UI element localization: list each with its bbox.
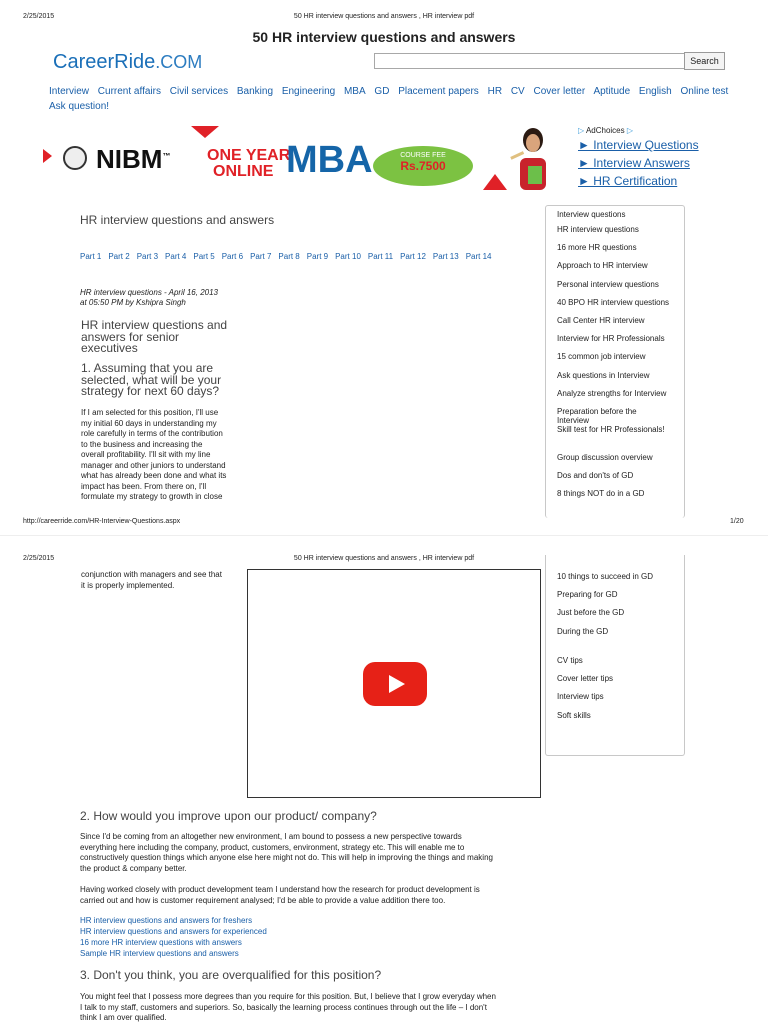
nav-link[interactable]: MBA [343,86,366,97]
page-title: 50 HR interview questions and answers [252,29,516,45]
nav-link[interactable]: Current affairs [97,86,161,97]
text-line: If I am selected for this position, I'll use [81,408,219,417]
search-button[interactable]: Search [684,52,725,70]
text-line: my initial 60 days in understanding my [81,418,217,428]
sidebar-item[interactable]: 15 common job interview [557,352,646,362]
question-line: strategy for next 60 days? [81,384,220,398]
text-line: manager and other juniors to understand [81,460,226,470]
text-line: conjunction with managers and see that [81,570,222,579]
print-date: 2/25/2015 [23,13,55,20]
question-2: 2. How would you improve upon our product/ company? [80,809,377,823]
text-line: role carefully in terms of the contribution [81,429,223,438]
text-line: overall profitability. I'll sit with my line [81,450,211,459]
subheading-line: HR interview questions and [81,318,228,332]
answer-2-paragraph-1 [80,832,493,874]
sidebar-item[interactable]: Approach to HR interview [557,261,648,271]
text-line: Since I'd be coming from an altogether new environment, I am bound to possess a new perspective towards [80,832,462,841]
sidebar-title: Interview questions [557,210,626,219]
sidebar-item[interactable]: Cover letter tips [557,674,614,684]
footer-page-number: 1/20 [730,518,744,525]
sidebar-item[interactable]: 8 things NOT do in a GD [557,489,645,499]
part-link[interactable]: Part 4 [165,252,187,261]
nav-link[interactable]: Ask question! [49,101,110,112]
part-link[interactable]: Part 9 [306,252,329,261]
ad-link-interview-answers[interactable]: ► Interview Answers [578,156,690,170]
sidebar-gd-list [557,453,653,508]
sidebar-item[interactable]: Preparing for GD [557,590,618,600]
part-link[interactable]: Part 8 [278,252,300,261]
nav-link[interactable]: Engineering [281,86,336,97]
part-link[interactable]: Part 11 [367,252,394,261]
sidebar-box-continued [545,555,685,756]
ad-program: MBA [286,139,373,181]
text-line: to the business and increasing the [81,439,203,449]
sidebar-item[interactable]: Interview tips [557,692,604,702]
text-line: impact has been. From there on, I'll [81,481,207,491]
subheading-line: executives [81,341,138,355]
article-meta: HR interview questions - April 16, 2013 at 05:50 PM by Kshipra Singh [80,288,218,307]
sidebar-list [557,225,669,407]
adchoices-icon: ▷ [578,126,585,135]
page-break [0,535,768,536]
article-subheading [81,320,227,355]
youtube-play-button[interactable] [363,662,427,706]
play-icon [389,675,405,693]
sidebar-box [545,205,685,518]
sidebar-item[interactable]: 16 more HR questions [557,243,637,253]
sidebar-item[interactable]: Soft skills [557,710,591,720]
ad-one-year: ONE YEAR ONLINE [207,147,291,180]
logo-main: CareerRide [53,51,156,73]
ad-top-triangle [191,126,219,138]
text-line: the product & company better. [80,863,187,873]
part-link[interactable]: Part 6 [221,252,244,261]
nibm-emblem-icon [63,146,87,170]
video-embed[interactable] [247,569,541,798]
logo-suffix: .COM [155,52,203,72]
text-line: carried out and how is customer requirement analysed; I'd be able to provide a value addition there too. [80,895,446,905]
article-heading: HR interview questions and answers [80,213,275,227]
nav-link[interactable]: Interview [49,86,90,97]
text-line: I talk to my staff, customers and superiors. So, basically the learning process continues through out the life – I don't [80,1002,487,1012]
search-input[interactable] [374,53,685,69]
answer-1-continued [81,570,222,591]
related-links [80,915,267,959]
sidebar-item[interactable]: Just before the GD [557,608,625,618]
ad-bottom-triangle [483,174,507,190]
sidebar-item[interactable]: Dos and don'ts of GD [557,471,634,481]
part-link[interactable]: Part 1 [80,252,102,261]
text-line: constructively question things which anyone else here might not do. This will help in improving the things and making [80,853,493,862]
nav-link[interactable]: GD [374,86,390,97]
sidebar-item[interactable]: During the GD [557,626,609,636]
sidebar-item[interactable]: Group discussion overview [557,453,653,462]
print-title-page2: 50 HR interview questions and answers , HR interview pdf [293,555,475,562]
sidebar-item[interactable]: HR interview questions [557,225,639,234]
ad-fee-badge: COURSE FEE Rs.7500 [373,146,473,186]
related-link[interactable]: Sample HR interview questions and answers [80,949,239,958]
part-link[interactable]: Part 10 [335,252,361,261]
parts-nav [80,252,498,261]
text-line: think I am over qualified. [80,1013,167,1022]
ad-link-interview-questions[interactable]: ► Interview Questions [578,138,699,152]
careerride-logo[interactable] [53,51,202,74]
adchoices-label[interactable]: ▷ AdChoices ▷ [578,126,634,135]
related-link[interactable]: 16 more HR interview questions with answers [80,938,242,947]
ad-model-image [508,126,558,190]
text-line: Having worked closely with product development team I understand how the research for product development is [80,885,480,894]
text-line: everything here including the company, product, customers, environment, strategy etc. This will enable me to [80,842,465,852]
text-line: it is properly implemented. [81,580,175,590]
question-1 [81,363,221,398]
sidebar-gd-list-2 [557,572,653,645]
sidebar-item[interactable]: Interview for HR Professionals [557,334,665,344]
sidebar-item[interactable]: Ask questions in Interview [557,370,650,380]
print-title: 50 HR interview questions and answers , HR interview pdf [293,13,475,20]
related-link[interactable]: HR interview questions and answers for experienced [80,927,267,936]
ad-banner[interactable] [43,126,763,190]
footer-url: http://careerride.com/HR-Interview-Questions.aspx [23,518,181,525]
answer-2-paragraph-2 [80,885,480,906]
nav-link[interactable]: CV [510,86,525,97]
sidebar-item-skill-test[interactable]: Skill test for HR Professionals! [557,425,665,434]
ad-brand: NIBM™ [96,144,171,174]
nav-link[interactable]: Banking [236,86,274,97]
ad-left-triangle [43,149,52,163]
nav-link[interactable]: Aptitude [593,86,631,97]
ad-link-list [578,126,758,190]
part-link[interactable]: Part 14 [465,252,492,261]
answer-3 [80,992,496,1024]
nav-link[interactable]: HR [487,86,503,97]
sidebar-item[interactable]: CV tips [557,656,583,665]
nav-link[interactable]: Civil services [169,86,229,97]
question-line: 1. Assuming that you are [81,361,214,375]
answer-1 [81,408,226,503]
part-link[interactable]: Part 13 [432,252,459,261]
sidebar-item[interactable]: Personal interview questions [557,279,659,289]
part-link[interactable]: Part 2 [108,252,130,261]
part-link[interactable]: Part 3 [136,252,159,261]
text-line: You might feel that I possess more degrees than you require for this position. But, I believe that I grow everyday when [80,992,496,1001]
subheading-line: answers for senior [81,329,180,344]
related-link[interactable]: HR interview questions and answers for freshers [80,916,253,925]
text-line: what has already been done and what its [81,471,227,480]
nav-link[interactable]: Cover letter [533,86,586,97]
sidebar-item[interactable]: 10 things to succeed in GD [557,572,654,581]
part-link[interactable]: Part 12 [400,252,426,261]
nav-link[interactable]: Online test [680,86,729,97]
text-line: formulate my strategy to growth in close [81,492,223,501]
part-link[interactable]: Part 5 [193,252,215,261]
sidebar-item-preparation[interactable]: Preparation before the Interview [557,407,637,425]
question-line: selected, what will be your [81,372,222,387]
question-3: 3. Don't you think, you are overqualified for this position? [80,968,382,982]
sidebar-item[interactable]: Analyze strengths for Interview [557,388,667,398]
print-date-page2: 2/25/2015 [23,555,55,562]
sidebar-cv-list [557,656,613,729]
sidebar-item[interactable]: Call Center HR interview [557,315,645,325]
nav-link[interactable]: Placement papers [398,86,479,97]
ad-link-hr-certification[interactable]: ► HR Certification [578,174,678,188]
sidebar-item[interactable]: 40 BPO HR interview questions [557,297,670,307]
nav-link[interactable]: English [638,86,672,97]
part-link[interactable]: Part 7 [250,252,272,261]
main-nav [49,84,739,114]
